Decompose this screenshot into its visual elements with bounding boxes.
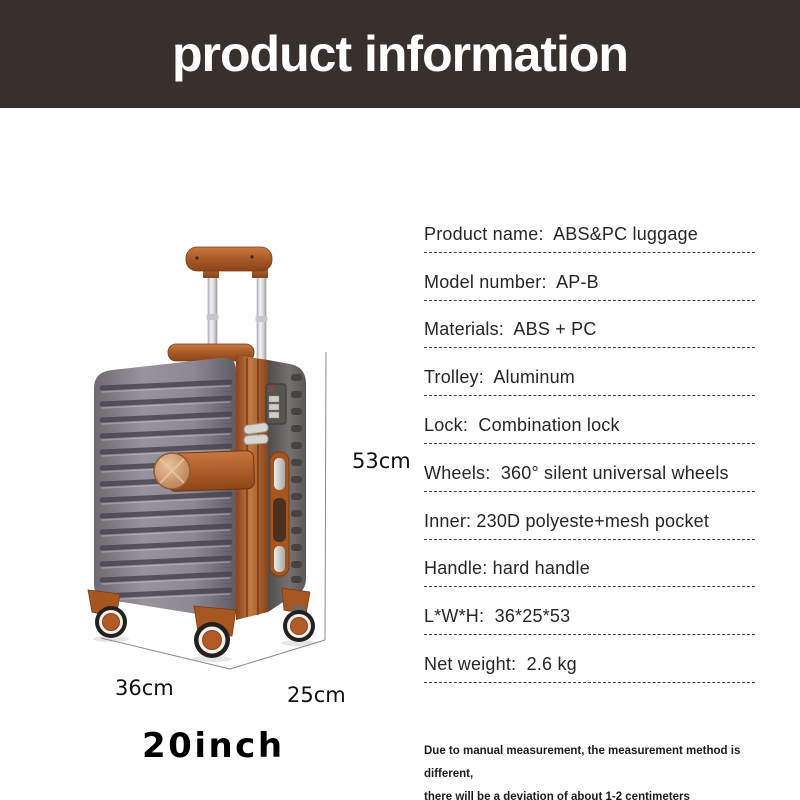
height-dimension-label: 53cm [352, 449, 411, 473]
width-dimension-label: 36cm [115, 676, 174, 700]
spec-row-lock: Lock: Combination lock [424, 396, 755, 444]
combination-lock-icon [266, 384, 286, 424]
spec-row-model-number: Model number: AP-B [424, 253, 755, 301]
spec-row-handle: Handle: hard handle [424, 540, 755, 588]
depth-dimension-label: 25cm [287, 683, 346, 707]
spec-row-net-weight: Net weight: 2.6 kg [424, 635, 755, 683]
wheel-icon [283, 610, 315, 642]
header-band [0, 0, 800, 108]
spec-list [424, 205, 755, 683]
wheel-icon [95, 606, 127, 638]
disclaimer-line-2: there will be a deviation of about 1-2 centimeters [424, 791, 690, 800]
side-handle-icon [270, 452, 289, 576]
spec-row-wheels: Wheels: 360° silent universal wheels [424, 444, 755, 492]
disclaimer-line-1: Due to manual measurement, the measurement method is different, [424, 745, 741, 780]
measurement-disclaimer [424, 740, 756, 800]
spec-row-lwh: L*W*H: 36*25*53 [424, 587, 755, 635]
luggage-body [88, 355, 310, 638]
spec-row-materials: Materials: ABS + PC [424, 301, 755, 349]
page-title: product information [172, 26, 628, 82]
spec-row-inner: Inner: 230D polyeste+mesh pocket [424, 492, 755, 540]
size-dimension-label: 20inch [142, 726, 285, 766]
spec-row-trolley: Trolley: Aluminum [424, 348, 755, 396]
wheel-icon [194, 622, 230, 658]
spec-row-product-name: Product name: ABS&PC luggage [424, 205, 755, 253]
